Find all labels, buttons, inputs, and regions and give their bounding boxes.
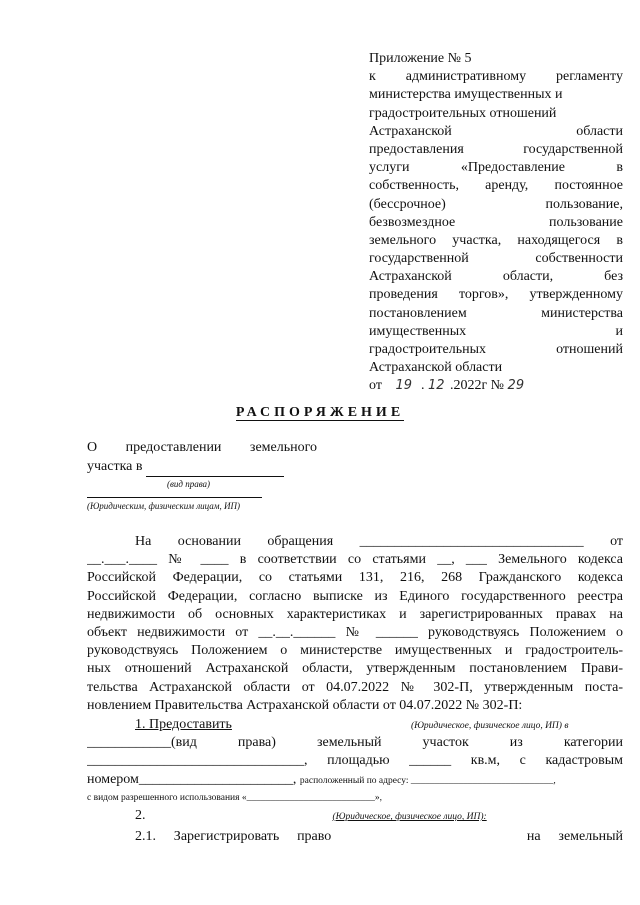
item-1-line-4	[87, 771, 623, 789]
item-2-1-right-blank[interactable]	[349, 828, 509, 846]
appendix-line: Астраханской области, без	[369, 269, 623, 285]
date-day-handwritten: 19	[395, 377, 417, 395]
item-1-address: расположенный по адресу: ______________________________,	[299, 775, 556, 786]
item-2-1-label: 2.1. Зарегистрировать право	[135, 829, 332, 845]
appendix-line: предоставления государственной	[369, 141, 623, 157]
appendix-line: услуги «Предоставление в	[369, 160, 623, 176]
body-line: Российской Федерации, со статьями 131, 216, 268 Гражданского кодекса	[87, 570, 623, 586]
subject-block	[87, 438, 317, 494]
appendix-line: Приложение № 5	[369, 51, 472, 66]
subject-line-1: О предоставлении земельного	[87, 440, 317, 455]
body-line: Российской Федерации, согласно выписке из Единого государственного реестра	[87, 588, 623, 604]
body-line: тельства Астраханской области от 04.07.2022 № 302-П, утвержденным поста-	[87, 679, 623, 695]
body-line: новлением Правительства Астраханской области от 04.07.2022 № 302-П:	[87, 697, 523, 713]
body-line: руководствуясь Положением о министерстве имущественных и градостроитель-	[87, 643, 623, 659]
body-line: ных отношений Астраханской области, утвержденным постановлением Прави-	[87, 661, 623, 677]
appendix-block	[369, 50, 623, 396]
item-1-line-2: ____________(вид права) земельный участок из категории	[87, 735, 623, 751]
item-1-line-1	[87, 716, 623, 734]
appendix-line: безвозмездное пользование	[369, 214, 623, 230]
item-2-label: 2.	[135, 808, 146, 823]
appendix-line: к административному регламенту	[369, 69, 623, 85]
appendix-line: проведения торгов», утвержденному	[369, 287, 623, 303]
item-2-block	[87, 807, 623, 846]
appendix-line: градостроительных отношений	[369, 105, 557, 121]
document-title	[0, 405, 640, 421]
item-2-caption: (Юридическое, физическое лицо, ИП):	[332, 812, 487, 822]
appendix-line: земельного участка, находящегося в	[369, 232, 623, 248]
recipient-caption: (Юридическим, физическим лицам, ИП)	[87, 501, 240, 511]
item-1-block	[87, 716, 623, 807]
appendix-line: постановлением министерства	[369, 305, 623, 321]
appendix-line: имущественных и	[369, 323, 623, 339]
date-number-handwritten: 29	[508, 377, 556, 395]
body-line: __.___.____ № ____ в соответствии со статьями __, ___ Земельного кодекса	[87, 552, 623, 568]
appendix-date-line: от 19 . 12 .2022г № 29	[369, 377, 623, 395]
body-paragraph-1	[87, 533, 623, 715]
item-1-label: 1. Предоставить	[135, 717, 232, 732]
body-line: На основании обращения ________________________________ от	[135, 534, 623, 549]
date-month-handwritten: 12	[428, 377, 450, 395]
subject-line-2	[87, 457, 317, 477]
item-2-line	[87, 807, 623, 825]
body-line: недвижимости об основных характеристиках и зарегистрированных правах на	[87, 606, 623, 622]
appendix-line: градостроительных отношений	[369, 342, 623, 357]
appendix-line: министерства имущественных и	[369, 87, 563, 103]
item-1-caption: (Юридическое, физическое лицо, ИП) в	[410, 721, 569, 731]
item-1-line-5: с видом разрешенного использования «___________________________»,	[87, 792, 383, 803]
document-title-text: РАСПОРЯЖЕНИЕ	[235, 405, 405, 420]
appendix-line: (бессрочное) пользование,	[369, 196, 623, 212]
item-1-cadastral: номером______________________,	[87, 771, 297, 787]
item-2-recipient-blank[interactable]	[149, 807, 329, 825]
body-line: объект недвижимости от __.__.______ № ______ руководствуясь Положением о	[87, 624, 623, 640]
date-year: .2022г №	[449, 378, 505, 394]
subject-line-2-text: участка в	[87, 459, 143, 474]
right-type-caption: (вид права)	[167, 479, 211, 489]
item-2-1-line	[87, 828, 623, 846]
appendix-line: Астраханской области	[369, 123, 623, 139]
date-prefix: от	[369, 378, 382, 394]
item-1-line-3: _______________________________, площадью ______ кв.м, с кадастровым	[87, 753, 623, 769]
appendix-line: Астраханской области	[369, 360, 503, 376]
right-type-blank[interactable]	[146, 457, 284, 477]
appendix-line: государственной собственности	[369, 251, 623, 267]
recipient-blank[interactable]	[87, 497, 262, 498]
appendix-line: собственность, аренду, постоянное	[369, 178, 623, 194]
item-2-1-tail: на земельный	[526, 829, 623, 845]
item-1-recipient-blank[interactable]	[235, 716, 407, 734]
